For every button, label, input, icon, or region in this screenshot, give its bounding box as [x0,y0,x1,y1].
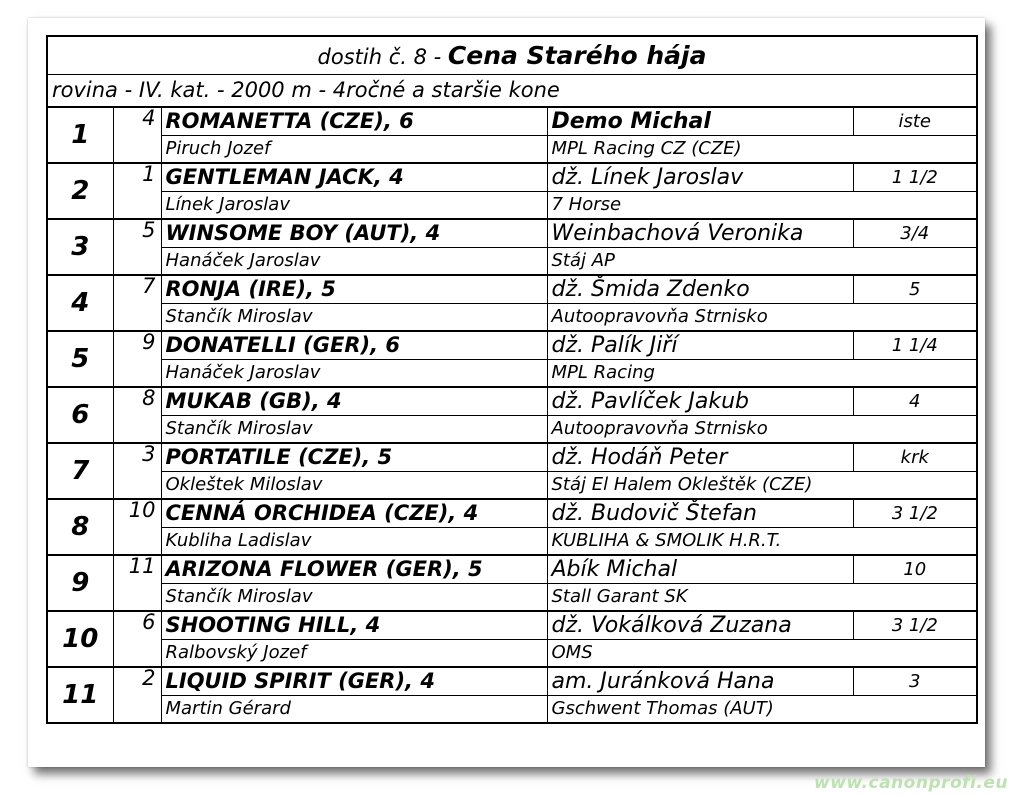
trainer-name: Línek Jaroslav [161,192,547,220]
race-name: Cena Starého hája [447,41,707,70]
owner-name: Stall Garant SK [547,584,977,612]
jockey-name: dž. Línek Jaroslav [547,163,853,192]
result-row [47,219,977,248]
result-row [47,107,977,136]
winning-distance: 4 [853,387,977,416]
result-row [47,499,977,528]
horse-name: GENTLEMAN JACK, 4 [161,163,547,192]
owner-name: 7 Horse [547,192,977,220]
race-conditions-row [47,75,977,108]
horse-name: ROMANETTA (CZE), 6 [161,107,547,136]
finish-position: 5 [47,331,113,387]
trainer-name: Ralbovský Jozef [161,640,547,668]
start-number: 4 [113,107,161,163]
result-row-details [47,584,977,612]
finish-position: 1 [47,107,113,163]
result-row-details [47,136,977,164]
result-row [47,331,977,360]
winning-distance: 3 1/2 [853,499,977,528]
result-row [47,163,977,192]
result-row [47,555,977,584]
jockey-name: dž. Palík Jiří [547,331,853,360]
jockey-name: Abík Michal [547,555,853,584]
winning-distance: 3/4 [853,219,977,248]
finish-position: 4 [47,275,113,331]
result-row-details [47,248,977,276]
jockey-name: dž. Vokálková Zuzana [547,611,853,640]
finish-position: 7 [47,443,113,499]
start-number: 9 [113,331,161,387]
result-row-details [47,360,977,388]
winning-distance: 10 [853,555,977,584]
horse-name: RONJA (IRE), 5 [161,275,547,304]
jockey-name: Weinbachová Veronika [547,219,853,248]
trainer-name: Stančík Miroslav [161,416,547,444]
result-row-details [47,528,977,556]
race-results-table [46,35,978,724]
result-row-details [47,192,977,220]
race-number: dostih č. 8 - [317,45,448,69]
result-row-details [47,304,977,332]
winning-distance: 1 1/2 [853,163,977,192]
result-row [47,667,977,696]
trainer-name: Hanáček Jaroslav [161,360,547,388]
trainer-name: Hanáček Jaroslav [161,248,547,276]
result-row [47,387,977,416]
winning-distance: krk [853,443,977,472]
result-row-details [47,696,977,724]
finish-position: 2 [47,163,113,219]
jockey-name: dž. Šmida Zdenko [547,275,853,304]
owner-name: OMS [547,640,977,668]
result-row-details [47,472,977,500]
horse-name: CENNÁ ORCHIDEA (CZE), 4 [161,499,547,528]
owner-name: MPL Racing CZ (CZE) [547,136,977,164]
watermark: www.canonprofi.eu [814,773,1008,793]
jockey-name: dž. Hodáň Peter [547,443,853,472]
finish-position: 10 [47,611,113,667]
horse-name: MUKAB (GB), 4 [161,387,547,416]
start-number: 5 [113,219,161,275]
trainer-name: Piruch Jozef [161,136,547,164]
finish-position: 9 [47,555,113,611]
jockey-name: dž. Budovič Štefan [547,499,853,528]
owner-name: KUBLIHA & SMOLIK H.R.T. [547,528,977,556]
result-row-details [47,416,977,444]
result-row [47,443,977,472]
result-row-details [47,640,977,668]
finish-position: 3 [47,219,113,275]
owner-name: MPL Racing [547,360,977,388]
winning-distance: 3 1/2 [853,611,977,640]
horse-name: PORTATILE (CZE), 5 [161,443,547,472]
horse-name: DONATELLI (GER), 6 [161,331,547,360]
winning-distance: iste [853,107,977,136]
start-number: 3 [113,443,161,499]
finish-position: 8 [47,499,113,555]
jockey-name: am. Juránková Hana [547,667,853,696]
trainer-name: Kubliha Ladislav [161,528,547,556]
start-number: 11 [113,555,161,611]
jockey-name: Demo Michal [547,107,853,136]
owner-name: Stáj El Halem Okleštěk (CZE) [547,472,977,500]
winning-distance: 1 1/4 [853,331,977,360]
trainer-name: Stančík Miroslav [161,584,547,612]
owner-name: Autoopravovňa Strnisko [547,304,977,332]
horse-name: LIQUID SPIRIT (GER), 4 [161,667,547,696]
race-title-row [47,36,977,75]
owner-name: Autoopravovňa Strnisko [547,416,977,444]
owner-name: Stáj AP [547,248,977,276]
start-number: 10 [113,499,161,555]
finish-position: 6 [47,387,113,443]
start-number: 8 [113,387,161,443]
owner-name: Gschwent Thomas (AUT) [547,696,977,724]
result-row [47,611,977,640]
start-number: 1 [113,163,161,219]
jockey-name: dž. Pavlíček Jakub [547,387,853,416]
start-number: 6 [113,611,161,667]
start-number: 7 [113,275,161,331]
trainer-name: Martin Gérard [161,696,547,724]
finish-position: 11 [47,667,113,723]
start-number: 2 [113,667,161,723]
winning-distance: 5 [853,275,977,304]
horse-name: SHOOTING HILL, 4 [161,611,547,640]
race-conditions: rovina - IV. kat. - 2000 m - 4ročné a staršie kone [47,75,977,108]
trainer-name: Stančík Miroslav [161,304,547,332]
horse-name: WINSOME BOY (AUT), 4 [161,219,547,248]
winning-distance: 3 [853,667,977,696]
result-row [47,275,977,304]
trainer-name: Okleštek Miloslav [161,472,547,500]
horse-name: ARIZONA FLOWER (GER), 5 [161,555,547,584]
race-title [47,36,977,75]
